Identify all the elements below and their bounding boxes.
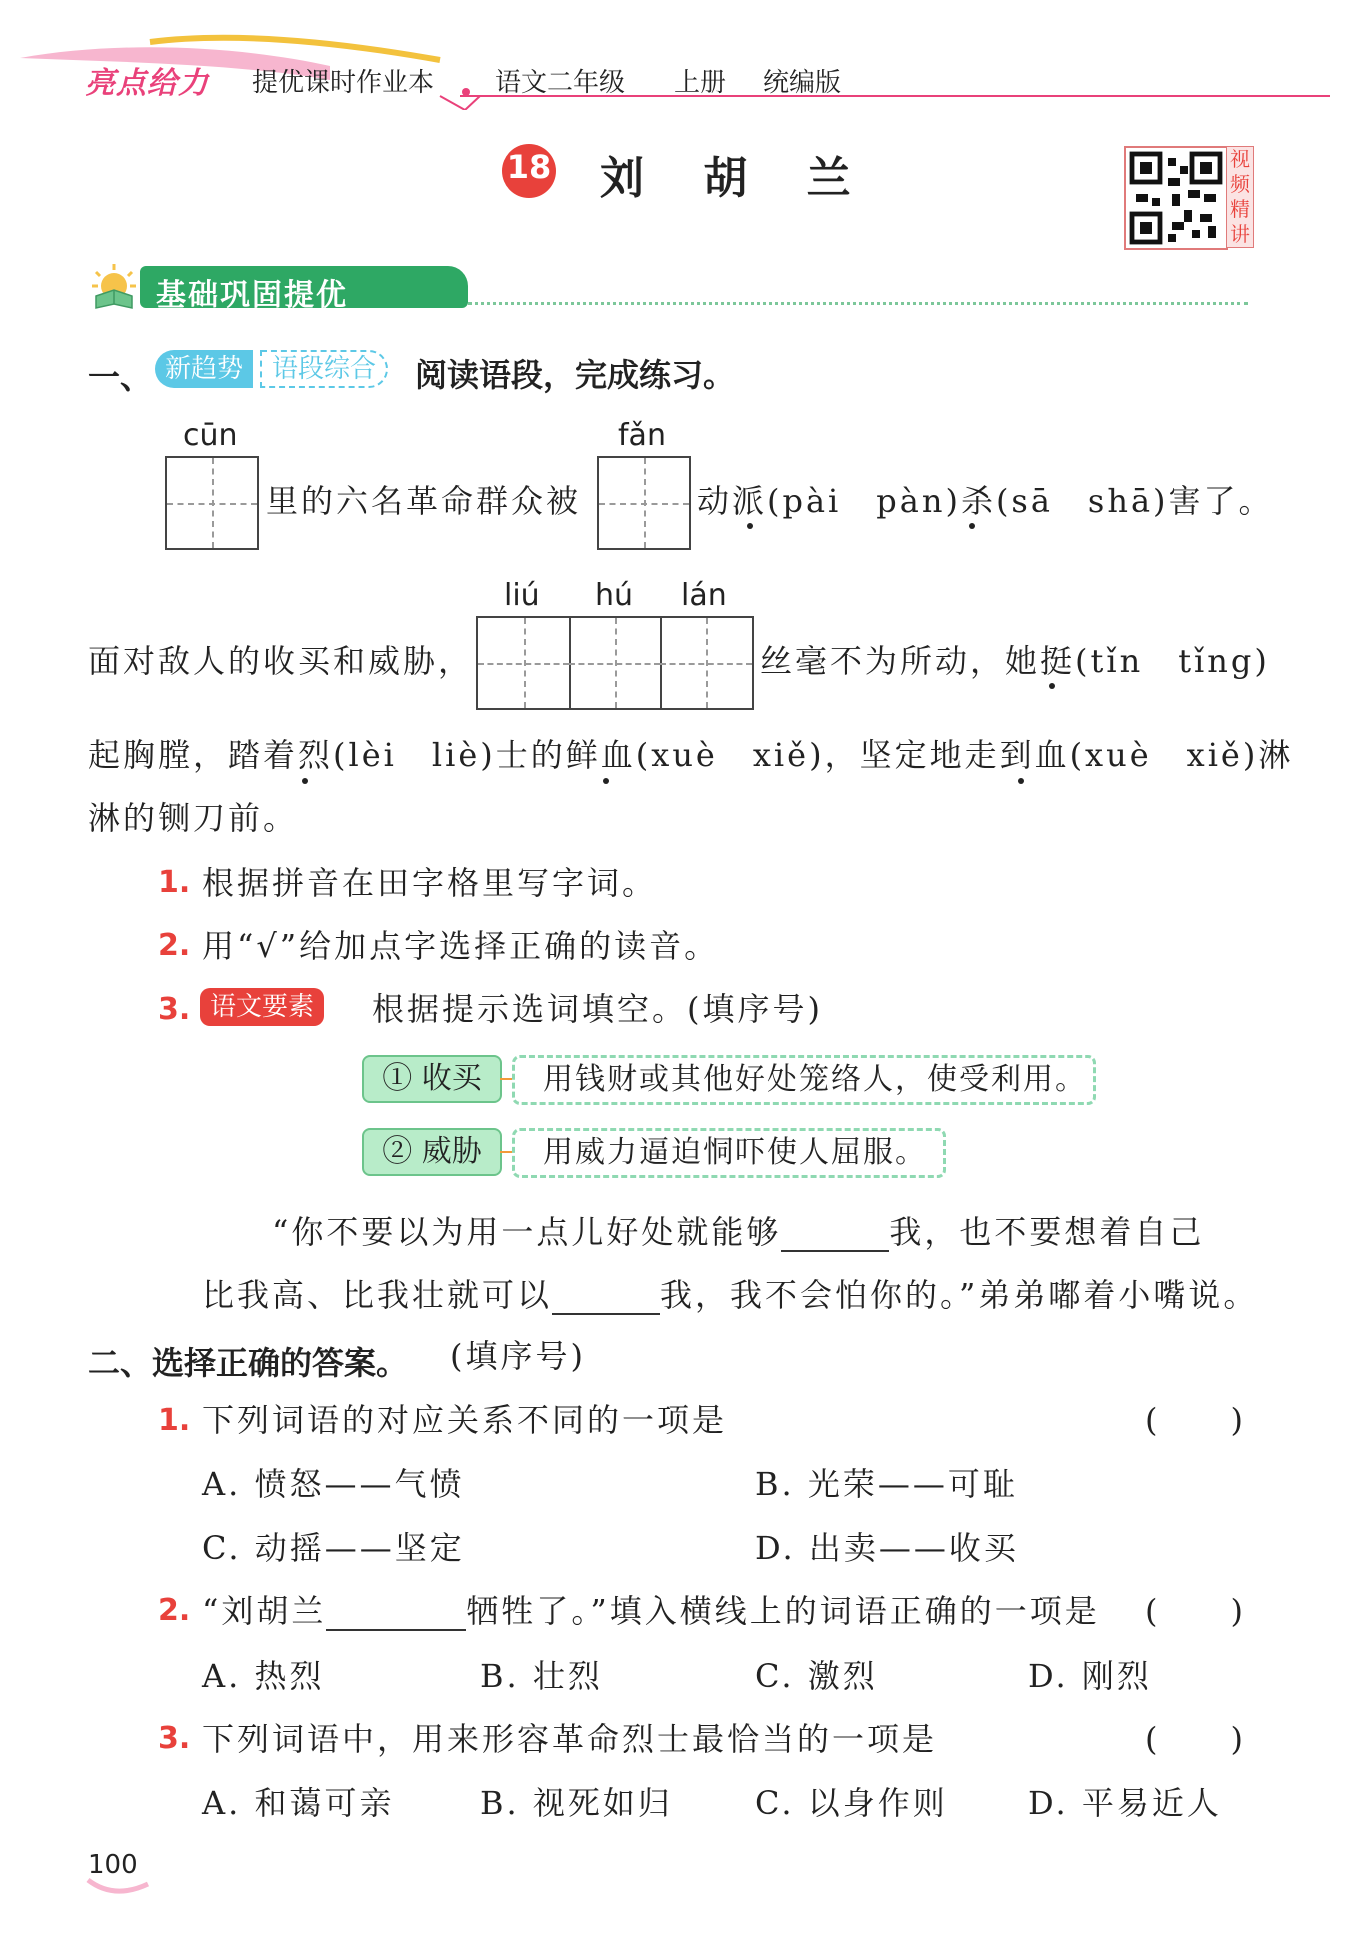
emphasis-dot	[603, 778, 609, 784]
definition-text: 用威力逼迫恫吓使人屈服。	[512, 1128, 946, 1178]
pinyin-cun: cūn	[183, 418, 238, 453]
option[interactable]: B. 光荣——可耻	[755, 1465, 1018, 1503]
definition-text: 用钱财或其他好处笼络人，使受利用。	[512, 1055, 1096, 1105]
question-text: 下列词语中，用来形容革命烈士最恰当的一项是	[202, 1720, 938, 1758]
pinyin-lan: lán	[681, 578, 727, 613]
fill-text: “你不要以为用一点儿好处就能够	[272, 1213, 782, 1251]
question-text: 根据拼音在田字格里写字词。	[202, 864, 658, 902]
question-number: 2.	[158, 1593, 191, 1628]
question-text: 用“√”给加点字选择正确的读音。	[202, 927, 720, 965]
page-number: 100	[88, 1850, 138, 1880]
passage-seg6: 淋的铡刀前。	[88, 799, 299, 837]
option[interactable]: D. 出卖——收买	[755, 1529, 1019, 1567]
tianzige-cun[interactable]	[165, 456, 259, 550]
question-text-post: 牺牲了。”填入横线上的词语正确的一项是	[466, 1592, 1100, 1630]
qr-code-icon	[1128, 150, 1224, 246]
section-banner	[88, 262, 1248, 312]
brand-logo: 亮点给力	[85, 66, 209, 101]
question-number: 1.	[158, 865, 191, 900]
question-number: 2.	[158, 928, 191, 963]
passage-seg5: 起胸膛，踏着烈(lèi liè)士的鲜血(xuè xiě)，坚定地走到血(xuè xiě)淋	[88, 736, 1294, 774]
tianzige-liuhulan[interactable]	[476, 616, 754, 710]
qr-code[interactable]	[1124, 146, 1228, 250]
passage-seg2: 动派(pài pàn)杀(sā shā)害了。	[697, 482, 1274, 520]
page-header	[0, 0, 1350, 110]
edition-label: 统编版	[763, 68, 842, 98]
definition-key: ② 威胁	[362, 1128, 502, 1176]
fill-text: 比我高、比我壮就可以	[202, 1276, 553, 1314]
option[interactable]: B. 壮烈	[480, 1657, 603, 1695]
part2-title: 二、选择正确的答案。	[88, 1344, 409, 1382]
fill-text: 我，我不会怕你的。”弟弟嘟着小嘴说。	[660, 1276, 1259, 1314]
answer-parens[interactable]: ( )	[1145, 1720, 1246, 1758]
option[interactable]: D. 平易近人	[1028, 1784, 1222, 1822]
emphasis-dot	[302, 778, 308, 784]
question-text-pre: “刘胡兰	[202, 1592, 327, 1630]
pinyin-liu: liú	[504, 578, 540, 613]
part2-note: (填序号)	[450, 1337, 586, 1375]
pinyin-fan: fǎn	[618, 418, 666, 453]
question-text: 根据提示选词填空。(填序号)	[372, 990, 823, 1028]
fill-sentence-line2	[202, 1275, 1258, 1315]
emphasis-dot	[969, 523, 975, 529]
sun-book-icon	[88, 262, 144, 312]
lesson-number: 18	[506, 148, 552, 186]
option[interactable]: D. 刚烈	[1028, 1657, 1152, 1695]
option[interactable]: C. 动摇——坚定	[202, 1529, 465, 1567]
question-text: 下列词语的对应关系不同的一项是	[202, 1401, 728, 1439]
lesson-title: 刘 胡 兰	[600, 153, 873, 204]
part1-instruction: 阅读语段，完成练习。	[415, 356, 736, 394]
option[interactable]: C. 以身作则	[755, 1784, 948, 1822]
volume-label: 上册	[674, 68, 727, 98]
answer-blank[interactable]	[552, 1281, 660, 1315]
pinyin-hu: hú	[595, 578, 634, 613]
passage-seg4: 丝毫不为所动，她挺(tǐn tǐng)	[760, 642, 1270, 680]
subject-label: 语文二年级	[495, 68, 626, 98]
question-number: 1.	[158, 1403, 191, 1438]
tag-passage-type: 语段综合	[260, 350, 388, 388]
definition-key: ① 收买	[362, 1055, 502, 1103]
fill-sentence-line1	[272, 1212, 1204, 1252]
tag-chinese-elements: 语文要素	[200, 988, 324, 1026]
fill-text: 我，也不要想着自己	[889, 1213, 1205, 1251]
passage-seg3: 面对敌人的收买和威胁，	[88, 642, 474, 680]
tianzige-fan[interactable]	[597, 456, 691, 550]
answer-parens[interactable]: ( )	[1145, 1592, 1246, 1630]
section-banner-label: 基础巩固提优	[156, 278, 348, 313]
answer-parens[interactable]: ( )	[1145, 1401, 1246, 1439]
series-title: 提优课时作业本	[252, 68, 435, 98]
tag-new-trend: 新趋势	[155, 350, 253, 388]
option[interactable]: A. 愤怒——气愤	[202, 1465, 465, 1503]
option[interactable]: A. 和蔼可亲	[202, 1784, 395, 1822]
part1-prefix: 一、	[88, 358, 153, 396]
passage-seg1: 里的六名革命群众被	[266, 482, 582, 520]
answer-blank[interactable]	[781, 1218, 889, 1252]
emphasis-dot	[1018, 778, 1024, 784]
question-number: 3.	[158, 1721, 191, 1756]
qr-label: 视频精讲	[1226, 146, 1254, 248]
answer-blank[interactable]	[326, 1597, 466, 1631]
question-number: 3.	[158, 992, 191, 1027]
emphasis-dot	[747, 523, 753, 529]
emphasis-dot	[1049, 683, 1055, 689]
option[interactable]: A. 热烈	[202, 1657, 325, 1695]
section-divider	[468, 302, 1248, 305]
question-text	[202, 1591, 1100, 1631]
option[interactable]: C. 激烈	[755, 1657, 878, 1695]
option[interactable]: B. 视死如归	[480, 1784, 673, 1822]
